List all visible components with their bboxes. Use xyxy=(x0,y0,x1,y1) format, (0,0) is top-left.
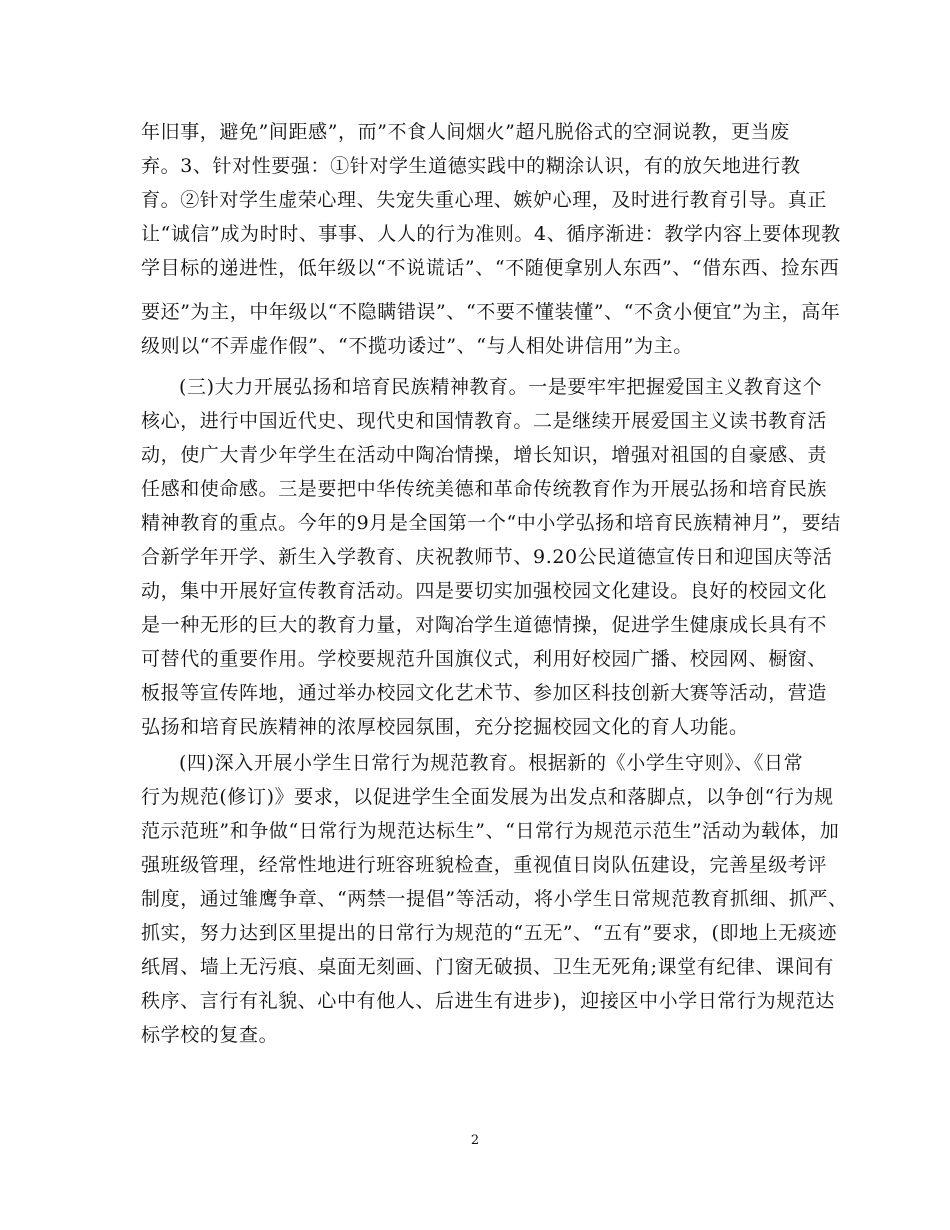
text-line: 强班级管理，经常性地进行班容班貌检查，重视值日岗队伍建设，完善星级考评 xyxy=(141,854,828,876)
text-line: 秩序、言行有礼貌、心中有他人、后进生有进步)，迎接区中小学日常行为规范达 xyxy=(141,990,836,1012)
text-line: 合新学年开学、新生入学教育、庆祝教师节、9.20公民道德宣传日和迎国庆等活 xyxy=(141,546,833,568)
text-line: 让“诚信”成为时时、事事、人人的行为准则。4、循序渐进：教学内容上要体现教 xyxy=(141,223,841,245)
text-line: 标学校的复查。 xyxy=(141,1024,279,1046)
text-line: 纸屑、墙上无污痕、桌面无刻画、门窗无破损、卫生无死角;课堂有纪律、课间有 xyxy=(141,956,835,978)
text-line: 弘扬和培育民族精神的浓厚校园氛围，充分挖掘校园文化的育人功能。 xyxy=(141,716,749,738)
text-line: 育。②针对学生虚荣心理、失宠失重心理、嫉妒心理，及时进行教育引导。真正 xyxy=(141,189,828,211)
text-line: 任感和使命感。三是要把中华传统美德和革命传统教育作为开展弘扬和培育民族 xyxy=(141,478,828,500)
text-line: 动，使广大青少年学生在活动中陶冶情操，增长知识，增强对祖国的自豪感、责 xyxy=(141,444,828,466)
text-line: 抓实，努力达到区里提出的日常行为规范的“五无”、“五有”要求，(即地上无痰迹 xyxy=(141,922,838,944)
text-line: 制度，通过雏鹰争章、“两禁一提倡”等活动，将小学生日常规范教育抓细、抓严、 xyxy=(141,888,848,910)
text-line: 精神教育的重点。今年的9月是全国第一个“中小学弘扬和培育民族精神月”，要结 xyxy=(141,512,841,534)
text-line: 板报等宣传阵地，通过举办校园文化艺术节、参加区科技创新大赛等活动，营造 xyxy=(141,682,828,704)
text-line: 可替代的重要作用。学校要规范升国旗仪式，利用好校园广播、校园网、橱窗、 xyxy=(141,648,828,670)
text-line: 学目标的递进性，低年级以“不说谎话”、“不随便拿别人东西”、“借东西、捡东西 xyxy=(141,257,840,279)
text-line: 是一种无形的巨大的教育力量，对陶冶学生道德情操，促进学生健康成长具有不 xyxy=(141,614,828,636)
text-line: 级则以“不弄虚作假”、“不揽功诿过”、“与人相处讲信用”为主。 xyxy=(141,335,693,357)
text-line: 要还”为主，中年级以“不隐瞒错误”、“不要不懂装懂”、“不贪小便宜”为主，高年 xyxy=(141,301,841,323)
text-line: 核心，进行中国近代史、现代史和国情教育。二是继续开展爱国主义读书教育活 xyxy=(141,410,828,432)
text-line: 弃。3、针对性要强：①针对学生道德实践中的糊涂认识，有的放矢地进行教 xyxy=(141,155,801,177)
text-line: 范示范班”和争做“日常行为规范达标生”、“日常行为规范示范生”活动为载体，加 xyxy=(141,820,840,842)
text-line: 行为规范(修订)》要求，以促进学生全面发展为出发点和落脚点，以争创“行为规 xyxy=(141,786,834,808)
paragraph-four-first-line: (四)深入开展小学生日常行为规范教育。根据新的《小学生守则》、《日常 xyxy=(179,752,804,774)
text-line: 动，集中开展好宣传教育活动。四是要切实加强校园文化建设。良好的校园文化 xyxy=(141,580,828,602)
text-line: 年旧事，避免”间距感”，而”不食人间烟火”超凡脱俗式的空洞说教，更当废 xyxy=(141,121,790,143)
page-number: 2 xyxy=(470,1133,480,1148)
paragraph-three-first-line: (三)大力开展弘扬和培育民族精神教育。一是要牢牢把握爱国主义教育这个 xyxy=(179,376,823,398)
